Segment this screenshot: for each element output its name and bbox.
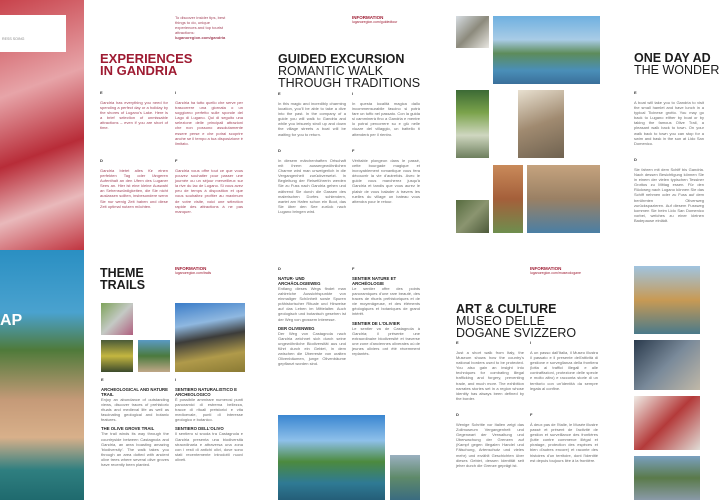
trail-heading: SENTIERO NATURALISTICO E ARCHEOLOGICO (175, 387, 237, 397)
guided-col-i (352, 91, 420, 137)
info-block (175, 266, 211, 276)
photo-small-lake (390, 455, 420, 500)
trail-heading: NATUR- UND ARCHÄOLOGIEWEG (278, 276, 321, 286)
photo-museum-lake (634, 266, 700, 334)
art-col-f (530, 412, 598, 463)
guided-col-e (278, 91, 346, 137)
body-text: Enjoy an abundance of outstanding views, discover traces of prehistoric rituals and medieval life as well as fascinating geological and botanic features. (101, 397, 169, 423)
title-line: THE WONDER (634, 63, 719, 77)
lang-label: D (278, 148, 281, 153)
title-line: GUIDED EXCURSION (278, 52, 405, 66)
title-line: TRAILS (100, 278, 146, 292)
body-text: È possibile ammirare numerosi punti panoramici di estrema bellezza, tracce di rituali preistorici e vita medioevale, punti di interesse geologico e botanico. (175, 397, 243, 423)
intro-copy: To discover insider tips, best things to do, unique experiences and top tourist attractions: (175, 15, 226, 36)
lang-label: D (278, 266, 281, 271)
info-link[interactable]: luganoregion.com/trails (175, 271, 212, 275)
one-day-title (634, 52, 719, 76)
title-line: THROUGH TRADITIONS (278, 76, 421, 90)
info-label: INFORMATION (352, 15, 384, 20)
body-text: Gandria ha tutto quello che serve per trascorrere una giornata o un soggiorno perfetto sulle sponde del Lago di Lugano. Qui di seguito una selezione delle principali attrazioni che non possono assolutamente essere perse e che potrai scoprire anche se il tempo a tua disposizione è limitato. (175, 100, 243, 146)
photo-rooftops (493, 165, 523, 233)
photo-museum-interior (634, 340, 700, 390)
body-text: In questa località magica dallo incommensurabile fascino si potrà fare un tuffo nel passato. Con la guida si camminerà fino a Gandria e mentre lo potrai percorrere su e giù nelle viuzze del villaggio, un battello ti attenderà per il rientro. (352, 101, 420, 137)
trail-heading: SENTIERO DELL'OLIVO (175, 426, 224, 432)
experiences-col-i (175, 90, 243, 146)
lang-label: F (530, 412, 533, 417)
body-text: Gandria vous offre tout ce que vous pouvez souhaiter pour passer une journée ou un séjour merveilleux sur la rive du lac de Lugano. Si vous avez peu de temps à disposition et que vous souhaitez profiter au maximum de votre visite, voici une sélection rapide des attractions à ne pas manquer. (175, 168, 243, 214)
photo-hiker (101, 303, 133, 335)
map-label: AP (0, 312, 23, 329)
lang-label: F (352, 266, 355, 271)
one-day-col-d (634, 157, 704, 223)
info-link[interactable]: luganoregion.com/museodogane (530, 271, 581, 275)
title-line: IN GANDRIA (100, 63, 178, 78)
body-text: Gandria bietet alles für einen perfekten Tag oder längeren Aufenthalt an den Ufern des Luganer Sees an. Hier ist eine kleine Auswahl an Sehenswürdigkeiten, die Sie nicht auslassen sollten, insbesondere wenn Sie nur wenig Zeit haben und diese Zeit optimal nutzen möchten. (100, 168, 168, 209)
theme-col-i (175, 377, 243, 462)
body-text: Wenige Schritte vor Italien zeigt das Zollmuseum Vergangenheit und Gegenwart der Verwaltung und Überwachung der Grenzen auf (Kampf gegen illegalen Handel und Fälschung, Artenschutz und vieles mehr) und erzählt Geschichten über dieses Gebiet, dessen Identität seit jeher durch die Grenze geprägt ist. (456, 422, 524, 468)
lang-label: I (175, 377, 177, 382)
title-line: DOGANE SVIZZERO (456, 326, 577, 340)
guided-col-f (352, 148, 420, 204)
trail-heading: DER OLIVENWEG (278, 325, 315, 331)
lang-label: D (456, 412, 459, 417)
art-title (456, 303, 576, 339)
experiences-col-f (175, 158, 243, 214)
trail-heading: THE OLIVE GROVE TRAIL (101, 426, 155, 432)
info-label: INFORMATION (530, 266, 562, 271)
theme-col-f (352, 266, 420, 356)
lang-label: D (634, 157, 637, 162)
lang-label: D (100, 158, 103, 163)
guided-title (278, 53, 420, 89)
section-tag: RESS SOING (0, 15, 66, 52)
title-line: ROMANTIC WALK (278, 64, 384, 78)
photo-olive-path (138, 340, 170, 372)
body-text: Le sentier offre des points panoramiques d'une rare beauté, des traces de rituels préhistoriques et de vie moyenâgeuse, et des éléments géologiques et botaniques de grand intérêt. (352, 286, 420, 317)
photo-boat-guests (456, 16, 489, 48)
intro-link[interactable]: luganoregion.com/gandria (175, 35, 226, 41)
trail-heading: ARCHEOLOGICAL AND NATURE TRAIL (101, 387, 168, 397)
lang-label: I (175, 90, 177, 95)
lang-label: F (352, 148, 355, 153)
guided-col-d (278, 148, 346, 214)
body-text: A un passo dall'Italia, il Museo illustra il passato e il presente dell'attività di gestione e sorveglianza della frontiera (lotta ai traffici illegali e alle contraffazioni, protezione delle specie e molto altro) e racconta storie di un territorio con un'identità da sempre legata al confine. (530, 350, 598, 391)
photo-village-green (456, 90, 489, 158)
photo-boulder (175, 303, 245, 372)
photo-trail-sign (101, 340, 133, 372)
gandria-village-photo (0, 250, 84, 500)
lang-label: E (456, 340, 459, 345)
photo-alley (456, 200, 489, 233)
art-col-d (456, 412, 524, 468)
info-label: INFORMATION (175, 266, 207, 271)
page-title (100, 53, 192, 77)
theme-title (100, 267, 145, 291)
photo-lake-mountains (278, 415, 385, 500)
title-line: THEME (100, 266, 144, 280)
body-text: A boat will take you to Gandria to visit the small hamlet and have lunch in a typical Ticinese grotto. You may go back to Lugano either by boat or by taking the famous Olive Trail, a pleasant walk back to town. On your walk back to town you can stop for a swim and bask in the sun at Lido San Domenico. (634, 100, 704, 146)
body-text: Il sentiero si snoda tra Castagnola e Gandria presenta una biodiversità straordinaria e attraversa una zona con i resti di antichi olivi, dove sono stati recentemente introdotti nuovi oliveti. (175, 431, 243, 462)
lang-label: I (530, 340, 532, 345)
lang-label: E (101, 377, 104, 382)
photo-bell-tower (518, 90, 564, 158)
photo-lake-shore (527, 165, 600, 233)
lang-label: E (634, 90, 637, 95)
title-line: EXPERIENCES (100, 51, 193, 66)
one-day-col-e (634, 90, 704, 146)
info-block (352, 15, 397, 25)
lang-label: I (352, 91, 354, 96)
body-text: Gandria has everything you need for spending a perfect day or a holiday by the shores of Lugano's Lake. Here is a brief selection of unmissable attractions – even if you are short of time. (100, 100, 168, 131)
info-link[interactable]: luganoregion.com/guidedtour (352, 20, 398, 24)
body-text: Le sentier va de Castagnola à Gandria; il présente une extraordinaire biodiversité et traverse une zone d'anciennes oliveraies où de jeunes oliviers ont été récemment replantés. (352, 325, 420, 357)
title-line: ONE DAY AD (634, 51, 711, 65)
body-text: Véritable plongeon dans le passé, cette bourgade magique et incroyablement romantique vous fera découvrir la vie d'autrefois. Avec le guide vous marcherez jusqu'à Gandria et tandis que vous aurez le plaisir de vous balader à travers les ruelles du village un bateau vous attendra pour le retour. (352, 158, 420, 204)
lang-label: F (175, 158, 178, 163)
body-text: In this magic and incredibly charming location, you'll be able to take a dive into the past. In the company of a guide you will walk to Gandria and while you leisurely stroll up and down the village streets a boat will be waiting for you to return. (278, 101, 346, 137)
trail-heading: SENTIER NATURE ET ARCHÉOLOGIE (352, 276, 397, 286)
theme-col-d (278, 266, 346, 366)
art-col-e (456, 340, 524, 401)
title-line: MUSEO DELLE (456, 314, 545, 328)
body-text: Sie fahren mit dem Schiff bis Gandria. Nach dessen Besichtigung können Sie in einem der vielen typischen Tessiner Grottos zu Mittag essen. Für den Rückweg nach Lugano können Sie das Schiff nehmen oder zu Fuss auf dem berühmten Olivenweg zurückspazieren. Auf diesem Fussweg kommen Sie beim Lido San Domenico vorbei, welches zu einer kleinen Badepause einlädt. (634, 167, 704, 223)
photo-shore-walk (634, 456, 700, 500)
body-text: Entlang dieses Wegs findet man zahlreiche Aussichtspunkte von einmaliger Schönheit sowie Spuren prähistorischer Rituale und Hinweise auf das Leben im Mittelalter. Auch geologisch und botanisch gesehen ist der Weg von grossem Interesse. (278, 286, 346, 322)
intro-text (175, 15, 230, 40)
photo-lake-boat (493, 16, 600, 84)
body-text: Just a short walk from Italy, the Museum shows how the country's national borders used to be protected. You also gain an insight into techniques for combating illegal trafficking and forgery, preventing trade, and much more. The exhibition narrates stories set in a region whose identity has always been defined by the border. (456, 350, 524, 401)
experiences-col-d (100, 158, 168, 209)
photo-exhibit (634, 396, 700, 450)
lang-label: E (100, 90, 103, 95)
experiences-col-e (100, 90, 168, 131)
trail-heading: SENTIER DE L'OLIVIER (352, 320, 400, 326)
body-text: The trail winds its way through the countryside between Castagnola and Gandria, an area boasting amazing 'biodiversity'. The walk takes you through an area dotted with ancient olive trees where several olive groves have recently been planted. (101, 431, 169, 468)
info-block (530, 266, 581, 276)
theme-col-e (101, 377, 169, 467)
title-line: ART & CULTURE (456, 302, 557, 316)
art-col-i (530, 340, 598, 391)
body-text: À deux pas de l'Italie, le Musée illustre passé et présent de l'activité de gestion et surveillance des frontières (lutte contre commerce illégal et piratage, protection des espèces et bien d'autres encore) et raconte des histoires d'un territoire, dont l'identité est depuis toujours liée à la frontière. (530, 422, 598, 463)
lang-label: E (278, 91, 281, 96)
body-text: Der Weg von Castagnola nach Gandria zeichnet sich durch seine ungewöhnliche Biodiversität aus und führt durch ein Gebiet, in dem zwischen die Überreste von uralten Olivenbäumen, junge Olivenbäume gepflanzt worden sind. (278, 330, 346, 367)
body-text: In diesem märchenhaften Ortschaft mit ihrem aussergewöhnlichen Charme wird man unweigerlich in die Vergangenheit zurückversetzt. In Begleitung der Reiseführerin werden Sie zu Fuss nach Gandria gehen und während Sie durch die Gassen des malerischen Dorfes schlendern, wartet am Hafen schon ein Boot, das Sie über den See zurück nach Lugano bringen wird. (278, 158, 346, 214)
